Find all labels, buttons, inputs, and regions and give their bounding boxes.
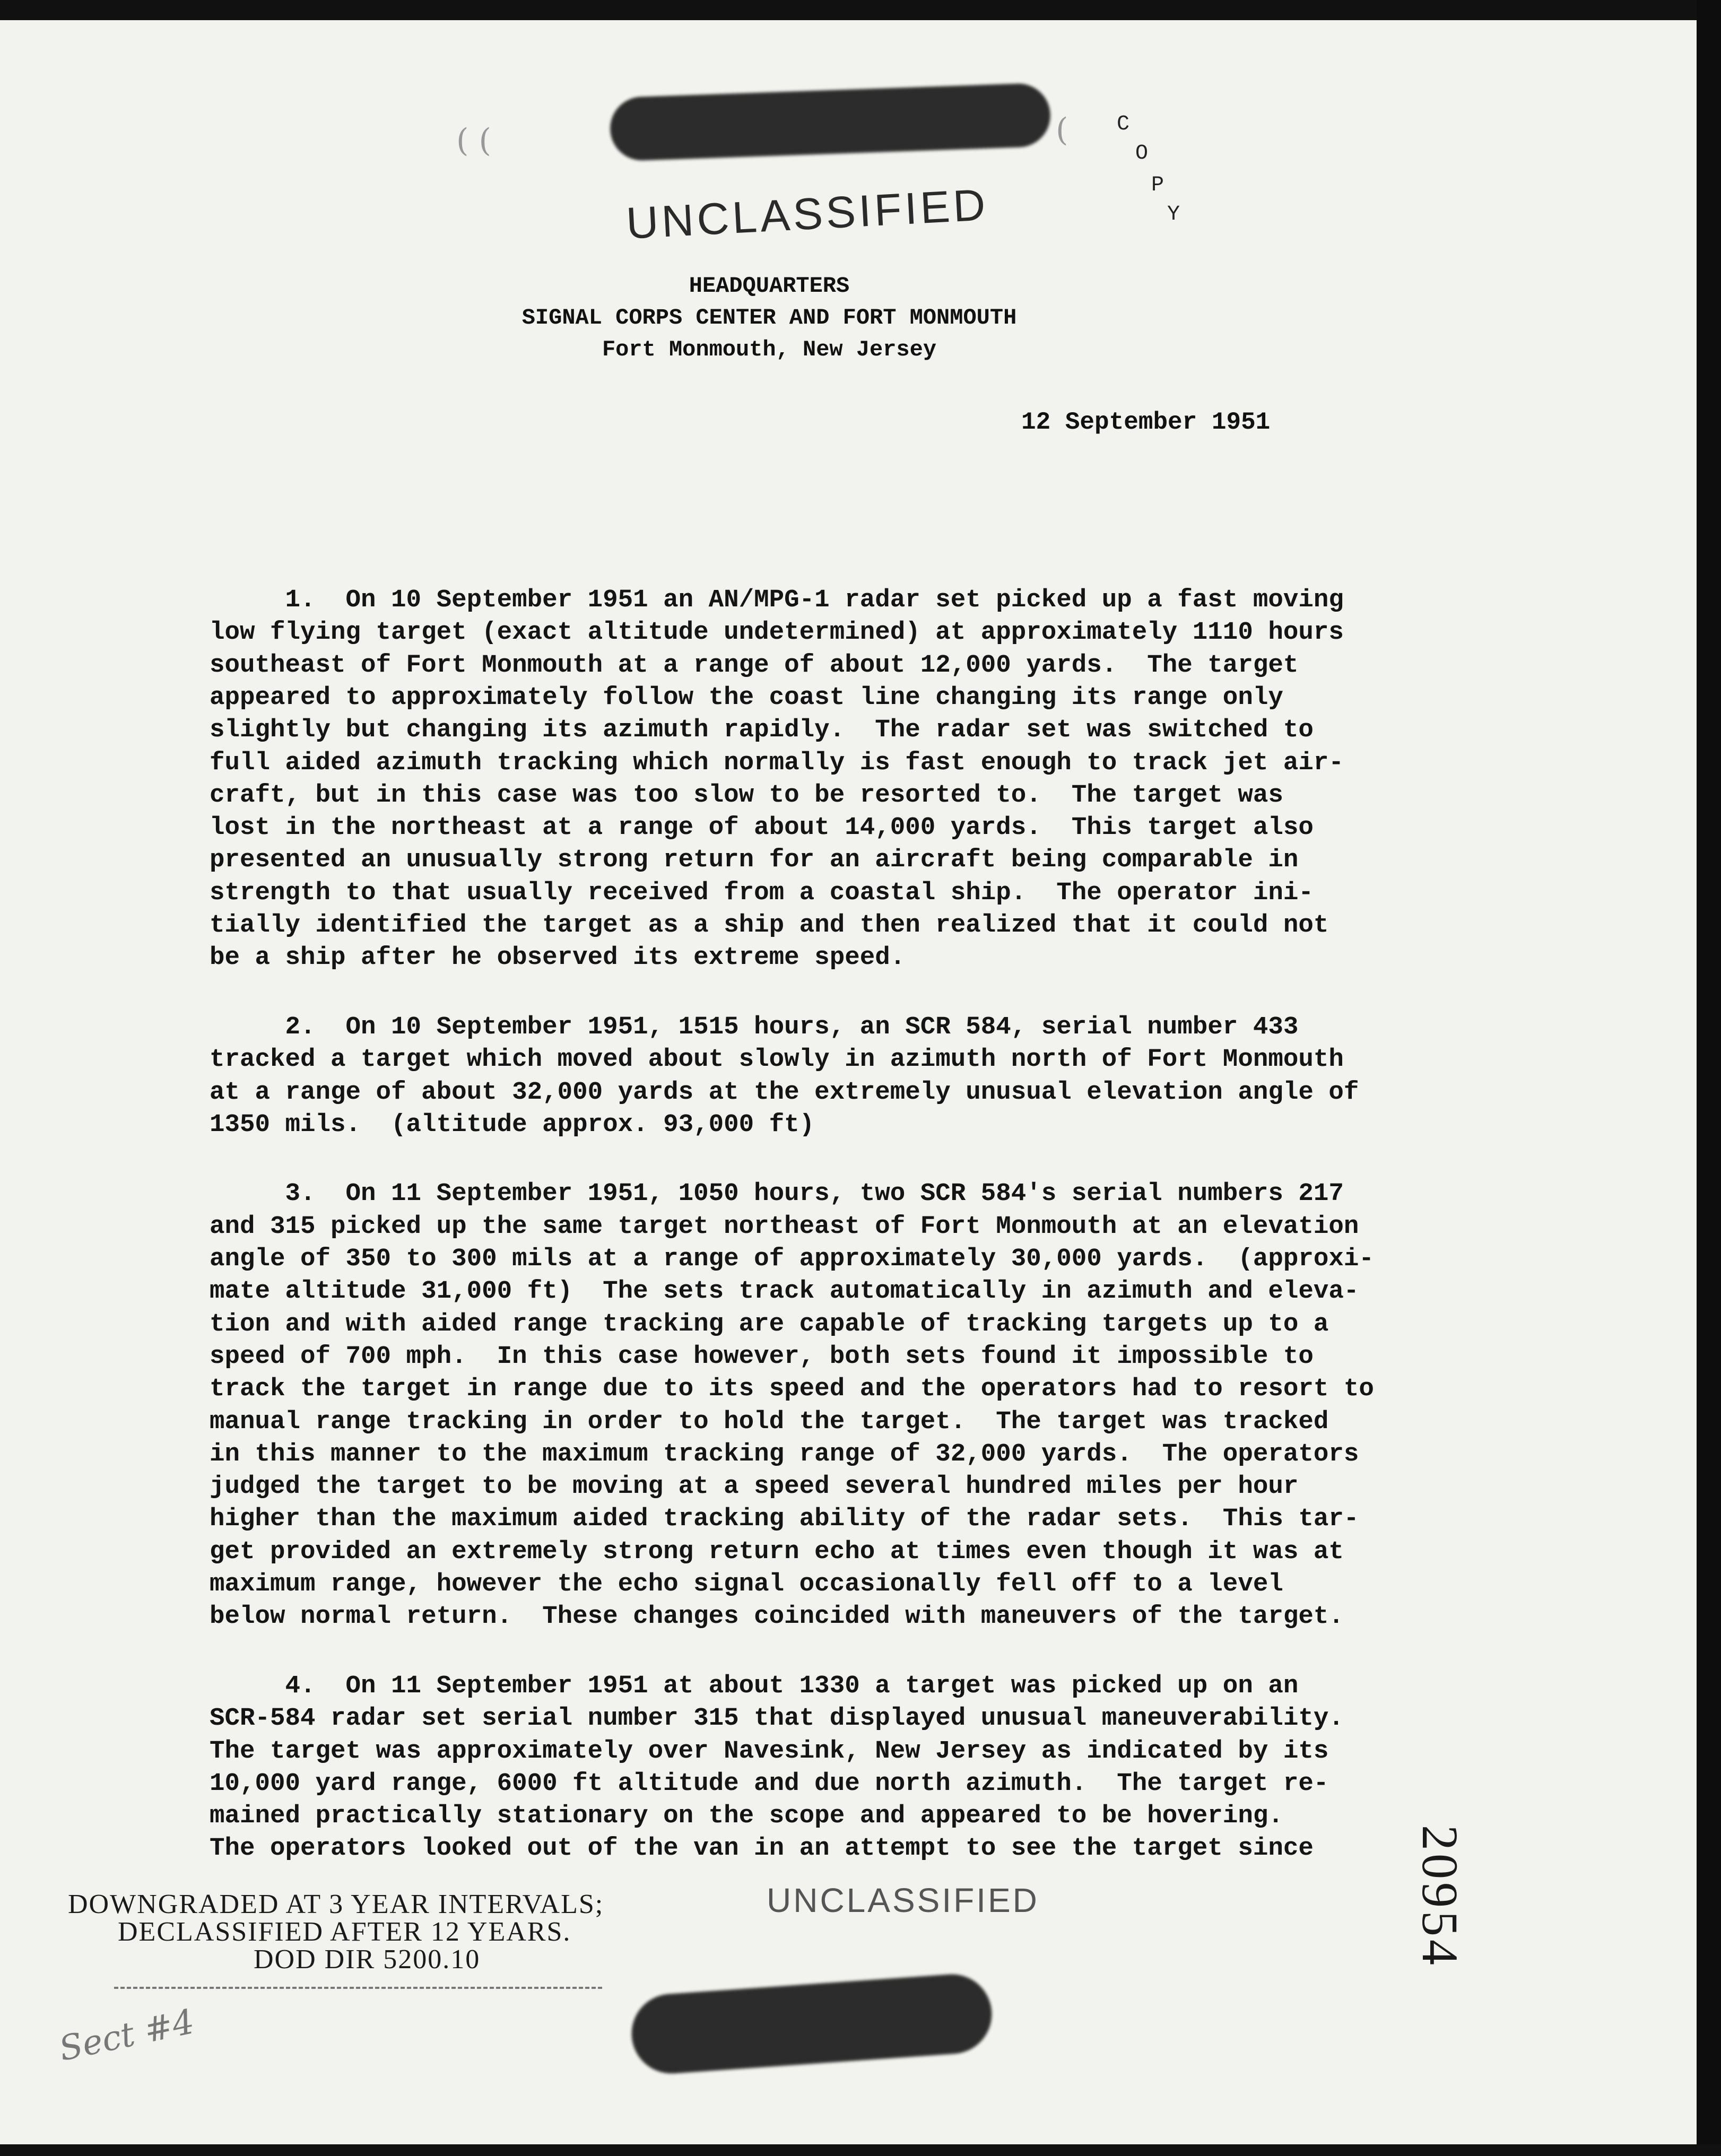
downgrade-line-1: DOWNGRADED AT 3 YEAR INTERVALS;: [68, 1889, 604, 1919]
body-line: lost in the northeast at a range of about 14,000 yards. This target also: [210, 813, 1314, 842]
body-line: tially identified the target as a ship and then realized that it could not: [210, 911, 1329, 940]
body-line: 1350 mils. (altitude approx. 93,000 ft): [210, 1110, 815, 1139]
classification-stamp-top: UNCLASSIFIED: [624, 179, 990, 248]
copy-mark-o: O: [1135, 142, 1149, 166]
body-line: craft, but in this case was too slow to be resorted to. The target was: [210, 780, 1283, 810]
archive-number: 20954: [1412, 1825, 1468, 1968]
film-border-right: [1697, 0, 1721, 2156]
downgrade-line-3: DOD DIR 5200.10: [254, 1944, 481, 1975]
body-line: 1. On 10 September 1951 an AN/MPG-1 radar set picked up a fast moving: [210, 586, 1344, 614]
film-border-top: [0, 0, 1721, 20]
body-line: tion and with aided range tracking are capable of tracking targets up to a: [210, 1309, 1329, 1338]
body-line: slightly but changing its azimuth rapidly. The radar set was switched to: [210, 716, 1314, 745]
body-line: be a ship after he observed its extreme speed.: [210, 943, 906, 972]
body-line: mate altitude 31,000 ft) The sets track automatically in azimuth and eleva-: [210, 1277, 1359, 1306]
film-border-bottom: [0, 2144, 1721, 2156]
handwritten-note: Sect #4: [56, 2002, 198, 2070]
letterhead-location: Fort Monmouth, New Jersey: [602, 337, 937, 362]
redaction-mark-bottom: [629, 1971, 995, 2076]
body-line: mained practically stationary on the scope and appeared to be hovering.: [210, 1802, 1283, 1831]
body-line: 10,000 yard range, 6000 ft altitude and due north azimuth. The target re-: [210, 1769, 1329, 1798]
body-line: 2. On 10 September 1951, 1515 hours, an SCR 584, serial number 433: [210, 1012, 1299, 1041]
copy-mark-y: Y: [1167, 203, 1180, 227]
body-line: higher than the maximum aided tracking ability of the radar sets. This tar-: [210, 1505, 1359, 1534]
body-line: manual range tracking in order to hold the target. The target was tracked: [210, 1407, 1329, 1436]
copy-mark-p: P: [1151, 173, 1164, 197]
dotted-separator: [114, 1987, 602, 1989]
document-date: 12 September 1951: [1021, 408, 1271, 436]
body-line: low flying target (exact altitude undetermined) at approximately 1110 hours: [210, 618, 1344, 647]
body-line: strength to that usually received from a coastal ship. The operator ini-: [210, 878, 1314, 907]
body-line: tracked a target which moved about slowly in azimuth north of Fort Monmouth: [210, 1045, 1344, 1074]
body-line: full aided azimuth tracking which normally is fast enough to track jet air-: [210, 748, 1344, 777]
body-line: in this manner to the maximum tracking range of 32,000 yards. The operators: [210, 1439, 1359, 1468]
body-line: angle of 350 to 300 mils at a range of approximately 30,000 yards. (approxi-: [210, 1245, 1374, 1273]
body-line: speed of 700 mph. In this case however, both sets found it impossible to: [210, 1342, 1314, 1371]
body-line: SCR-584 radar set serial number 315 that displayed unusual maneuverability.: [210, 1704, 1344, 1733]
letterhead-headquarters: HEADQUARTERS: [689, 273, 850, 299]
body-line: judged the target to be moving at a speed several hundred miles per hour: [210, 1472, 1299, 1501]
body-line: The operators looked out of the van in an attempt to see the target since: [210, 1834, 1314, 1863]
body-line: appeared to approximately follow the coast line changing its range only: [210, 683, 1283, 712]
redaction-mark-top: [609, 83, 1051, 162]
classification-stamp-bottom: UNCLASSIFIED: [767, 1881, 1039, 1919]
letterhead-organization: SIGNAL CORPS CENTER AND FORT MONMOUTH: [521, 305, 1017, 331]
body-line: track the target in range due to its speed and the operators had to resort to: [210, 1375, 1374, 1404]
body-line: 4. On 11 September 1951 at about 1330 a target was picked up on an: [210, 1671, 1299, 1700]
body-line: at a range of about 32,000 yards at the extremely unusual elevation angle of: [210, 1077, 1359, 1107]
body-line: southeast of Fort Monmouth at a range of about 12,000 yards. The target: [210, 650, 1299, 680]
faded-marks: (: [1056, 111, 1068, 149]
faded-marks: ( (: [456, 122, 491, 159]
body-line: below normal return. These changes coincided with maneuvers of the target.: [210, 1602, 1344, 1631]
downgrade-line-2: DECLASSIFIED AFTER 12 YEARS.: [118, 1917, 571, 1947]
body-line: presented an unusually strong return for an aircraft being comparable in: [210, 846, 1299, 875]
body-line: and 315 picked up the same target northeast of Fort Monmouth at an elevation: [210, 1212, 1359, 1241]
body-line: 3. On 11 September 1951, 1050 hours, two SCR 584's serial numbers 217: [210, 1179, 1344, 1209]
body-line: get provided an extremely strong return echo at times even though it was at: [210, 1537, 1344, 1566]
body-line: maximum range, however the echo signal occasionally fell off to a level: [210, 1570, 1283, 1598]
body-line: The target was approximately over Navesink, New Jersey as indicated by its: [210, 1736, 1329, 1766]
copy-mark-c: C: [1117, 112, 1130, 136]
